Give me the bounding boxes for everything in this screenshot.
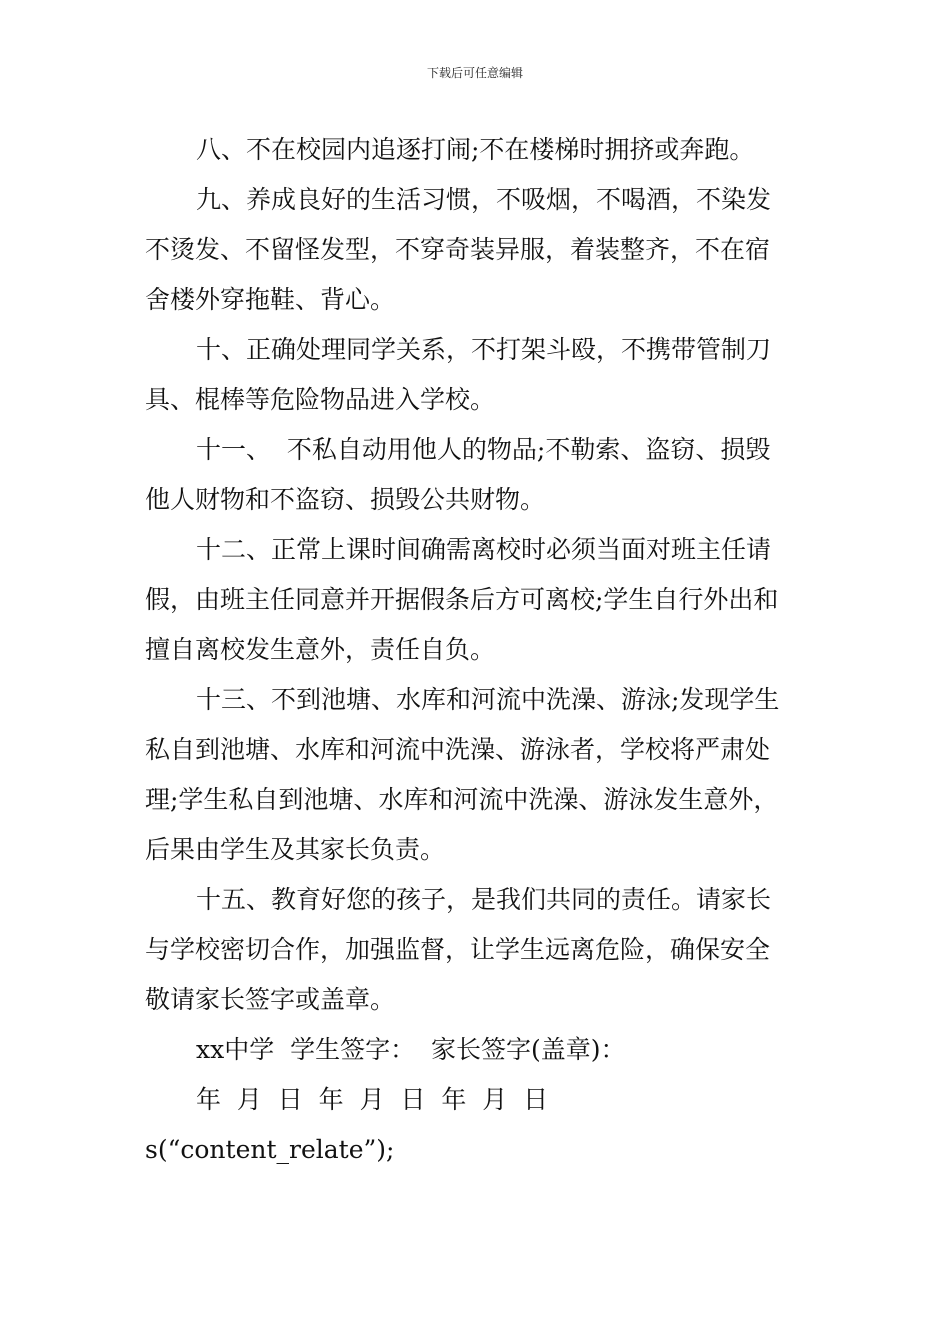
rule-8: 八、不在校园内追逐打闹;不在楼梯时拥挤或奔跑。 <box>196 135 755 164</box>
rule-9-line-1: 九、养成良好的生活习惯，不吸烟，不喝酒，不染发 <box>196 185 772 214</box>
rule-13-line-2: 私自到池塘、水库和河流中洗澡、游泳者，学校将严肃处 <box>145 735 771 764</box>
rule-13-line-3: 理;学生私自到池塘、水库和河流中洗澡、游泳发生意外， <box>145 785 779 814</box>
rule-10-line-2: 具、棍棒等危险物品进入学校。 <box>145 385 496 414</box>
rule-12-line-1: 十二、正常上课时间确需离校时必须当面对班主任请 <box>196 535 772 564</box>
rule-11-line-1: 十一、 不私自动用他人的物品;不勒索、盗窃、损毁 <box>196 435 771 464</box>
rule-12-line-2: 假，由班主任同意并开据假条后方可离校;学生自行外出和 <box>145 585 779 614</box>
signature-line: xx中学 学生签字： 家长签字(盖章)： <box>196 1035 626 1064</box>
rule-15-line-2: 与学校密切合作，加强监督，让学生远离危险，确保安全 <box>145 935 771 964</box>
rule-11-line-2: 他人财物和不盗窃、损毁公共财物。 <box>145 485 546 514</box>
rule-13-line-1: 十三、不到池塘、水库和河流中洗澡、游泳;发现学生 <box>196 685 780 714</box>
rule-9-line-2: 不烫发、不留怪发型，不穿奇装异服，着装整齐，不在宿 <box>145 235 771 264</box>
script-residue-text: s(“content_relate”); <box>145 1135 395 1164</box>
rule-15-line-1: 十五、教育好您的孩子，是我们共同的责任。请家长 <box>196 885 772 914</box>
rule-9-line-3: 舍楼外穿拖鞋、背心。 <box>145 285 396 314</box>
page-header-note: 下载后可任意编辑 <box>426 66 523 80</box>
rule-15-line-3: 敬请家长签字或盖章。 <box>145 985 396 1014</box>
rule-10-line-1: 十、正确处理同学关系，不打架斗殴，不携带管制刀 <box>196 335 772 364</box>
date-line: 年 月 日 年 月 日 年 月 日 <box>196 1085 549 1114</box>
rule-13-line-4: 后果由学生及其家长负责。 <box>145 835 446 864</box>
rule-12-line-3: 擅自离校发生意外，责任自负。 <box>145 635 496 664</box>
